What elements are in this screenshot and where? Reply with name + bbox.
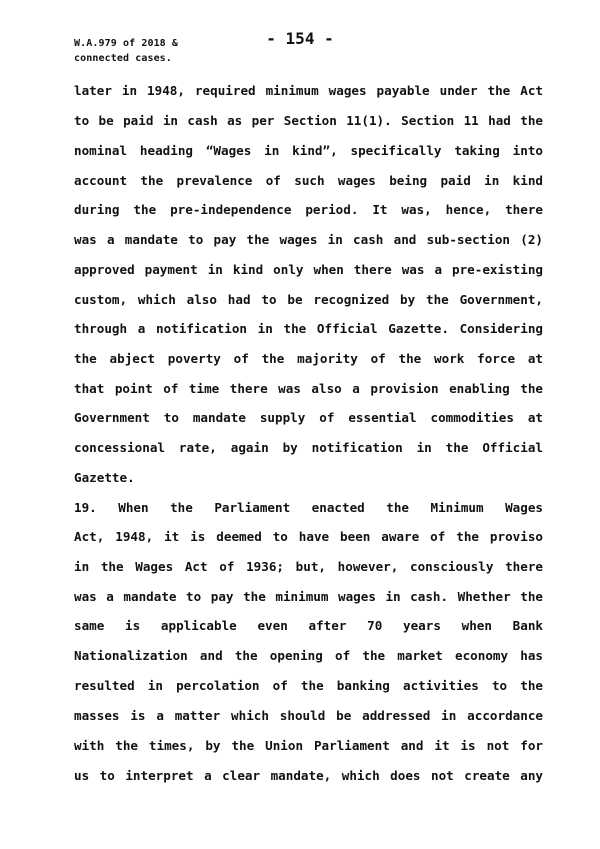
page-number: - 154 -	[266, 29, 334, 48]
body-line-19: same is applicable even after 70 years when Bank	[74, 618, 543, 633]
body-line-2: to be paid in cash as per Section 11(1). Section 11 had the	[74, 113, 543, 128]
body-line-11: that point of time there was also a provision enabling the	[74, 381, 543, 396]
body-line-8: custom, which also had to be recognized by the Government,	[74, 292, 543, 307]
case-reference-line-2: connected cases.	[74, 53, 172, 64]
body-line-16: Act, 1948, it is deemed to have been aware of the proviso	[74, 529, 543, 544]
body-line-5: during the pre-independence period. It was, hence, there	[74, 202, 543, 217]
body-line-4: account the prevalence of such wages being paid in kind	[74, 173, 543, 188]
body-line-12: Government to mandate supply of essential commodities at	[74, 410, 543, 425]
case-reference-line-1: W.A.979 of 2018 &	[74, 38, 179, 49]
body-line-21: resulted in percolation of the banking activities to the	[74, 678, 543, 693]
body-line-13: concessional rate, again by notification in the Official	[74, 440, 543, 455]
body-line-6: was a mandate to pay the wages in cash and sub-section (2)	[74, 232, 543, 247]
body-line-7: approved payment in kind only when there was a pre-existing	[74, 262, 543, 277]
body-line-9: through a notification in the Official Gazette. Considering	[74, 321, 543, 336]
body-line-15: 19. When the Parliament enacted the Minimum Wages	[74, 500, 543, 515]
body-line-3: nominal heading “Wages in kind”, specifically taking into	[74, 143, 543, 158]
body-line-22: masses is a matter which should be addressed in accordance	[74, 708, 543, 723]
body-line-24: us to interpret a clear mandate, which does not create any	[74, 768, 543, 783]
body-line-14: Gazette.	[74, 470, 135, 485]
body-line-20: Nationalization and the opening of the market economy has	[74, 648, 543, 663]
body-line-10: the abject poverty of the majority of the work force at	[74, 351, 543, 366]
body-line-1: later in 1948, required minimum wages payable under the Act	[74, 83, 543, 98]
body-line-23: with the times, by the Union Parliament and it is not for	[74, 738, 543, 753]
body-line-17: in the Wages Act of 1936; but, however, consciously there	[74, 559, 543, 574]
body-line-18: was a mandate to pay the minimum wages in cash. Whether the	[74, 589, 543, 604]
